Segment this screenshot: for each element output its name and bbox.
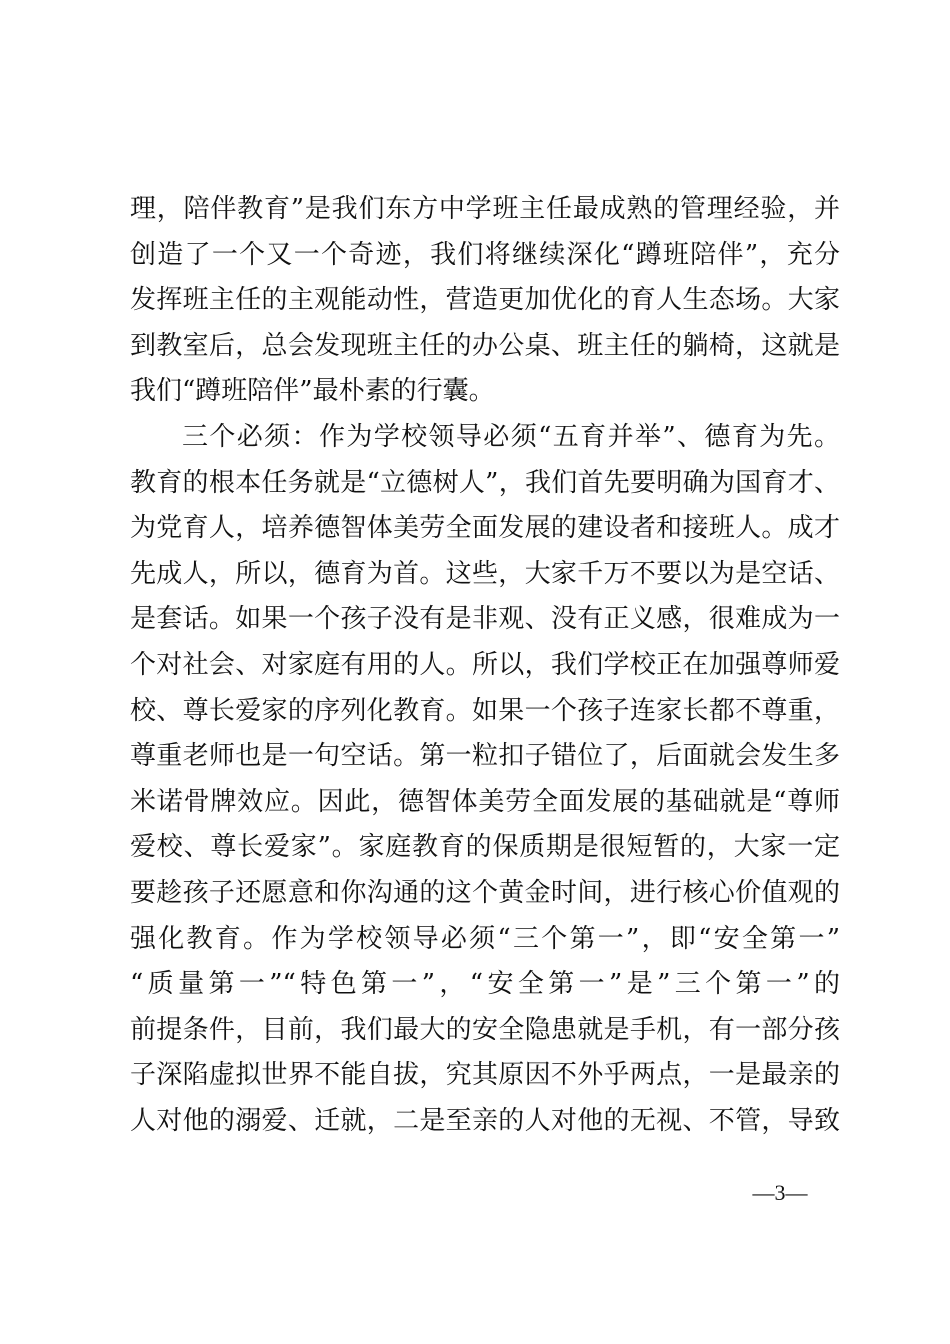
text-line: 发挥班主任的主观能动性，营造更加优化的育人生态场。大家 (130, 285, 840, 316)
text-line: 子深陷虚拟世界不能自拔，究其原因不外乎两点，一是最亲的 (130, 1060, 840, 1091)
body-text (130, 187, 840, 1144)
text-line: 个对社会、对家庭有用的人。所以，我们学校正在加强尊师爱 (130, 649, 840, 680)
text-line: 校、尊长爱家的序列化教育。如果一个孩子连家长都不尊重， (130, 695, 840, 726)
text-line: 尊重老师也是一句空话。第一粒扣子错位了，后面就会发生多 (130, 741, 840, 772)
page-number: —3— (752, 1180, 808, 1205)
text-line: 米诺骨牌效应。因此，德智体美劳全面发展的基础就是“尊师 (130, 786, 840, 817)
text-line: 教育的根本任务就是“立德树人”，我们首先要明确为国育才、 (130, 467, 840, 498)
text-line: 强化教育。作为学校领导必须“三个第一”，即“安全第一” (130, 923, 840, 954)
text-line: 先成人，所以，德育为首。这些，大家千万不要以为是空话、 (130, 558, 840, 589)
text-line: 到教室后，总会发现班主任的办公桌、班主任的躺椅，这就是 (130, 330, 840, 361)
text-line: 我们“蹲班陪伴”最朴素的行囊。 (130, 376, 495, 407)
text-line: 是套话。如果一个孩子没有是非观、没有正义感，很难成为一 (130, 604, 840, 635)
text-line: 理，陪伴教育”是我们东方中学班主任最成熟的管理经验，并 (130, 194, 840, 224)
text-line: 创造了一个又一个奇迹，我们将继续深化“蹲班陪伴”，充分 (130, 239, 840, 270)
text-line: 为党育人，培养德智体美劳全面发展的建设者和接班人。成才 (130, 513, 840, 544)
text-line: 爱校、尊长爱家”。家庭教育的保质期是很短暂的，大家一定 (130, 832, 840, 863)
text-line: “质量第一”“特色第一”，“安全第一”是”三个第一”的 (130, 969, 840, 1000)
text-line: 人对他的溺爱、迁就，二是至亲的人对他的无视、不管，导致 (130, 1105, 840, 1136)
paragraph-start-line: 三个必须：作为学校领导必须“五育并举”、德育为先。 (182, 421, 840, 452)
text-line: 要趁孩子还愿意和你沟通的这个黄金时间，进行核心价值观的 (130, 877, 840, 908)
text-line: 前提条件，目前，我们最大的安全隐患就是手机，有一部分孩 (130, 1014, 840, 1045)
